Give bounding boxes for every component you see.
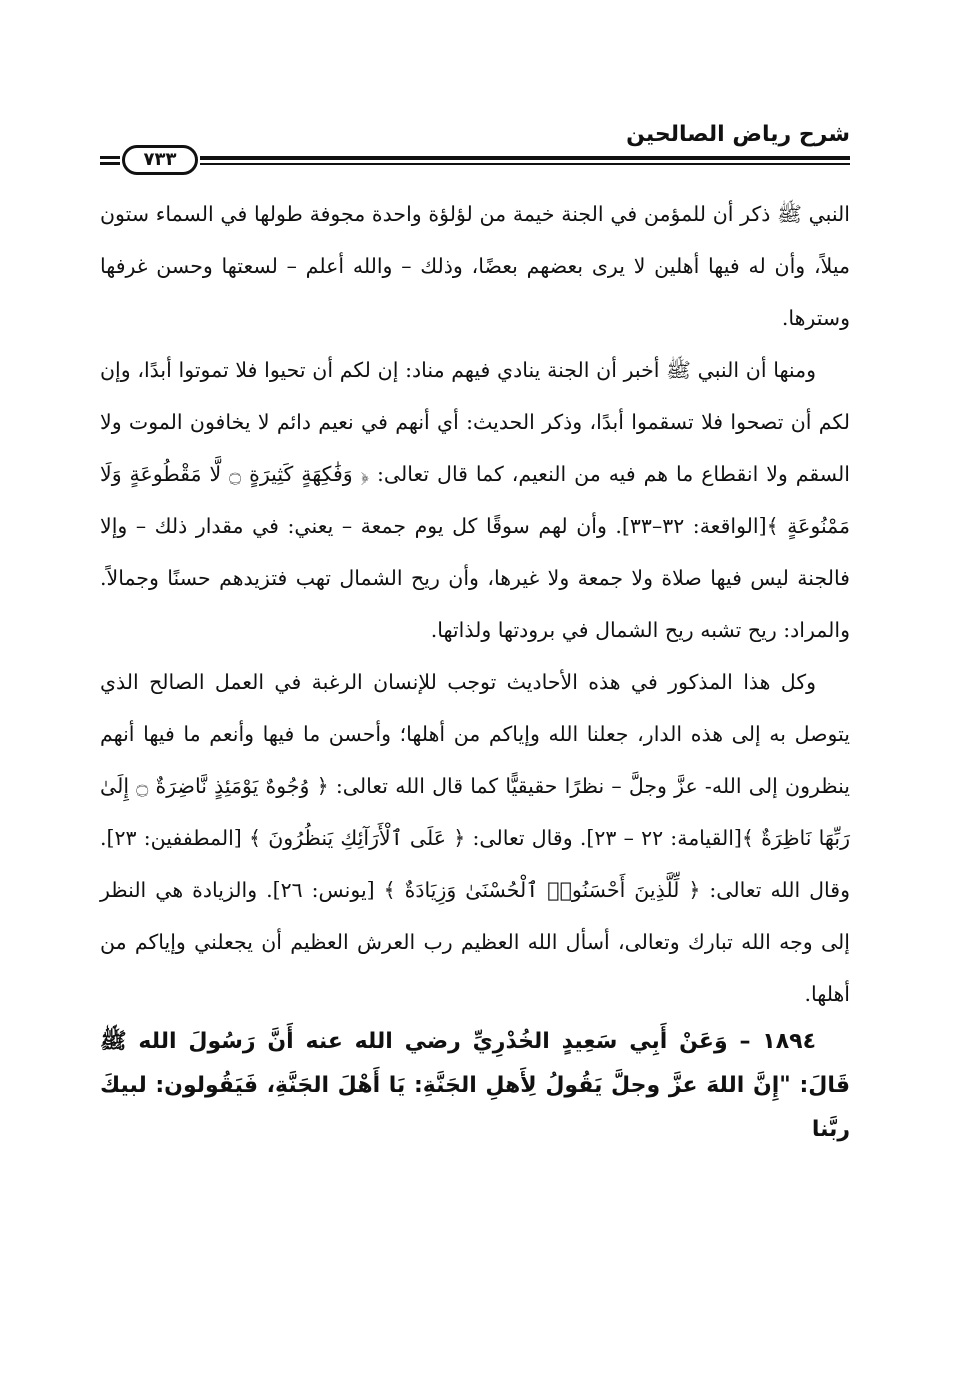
hadith-text: ١٨٩٤ – وَعَنْ أَبِي سَعِيدٍ الخُدْرِيِّ رضي الله عنه أَنَّ رَسُولَ الله ﷺ قَالَ: "إِنَّ اللهَ عزَّ وجلَّ يَقُولُ لِأَهلِ الجَنَّةِ: يَا أَهْلَ الجَنَّةِ، فَيَقُولون: لبيكَ ربَّنا [100,1029,850,1142]
page-content [100,188,850,1152]
page-header [100,120,850,180]
book-title: شرح رياض الصالحين [626,122,850,147]
header-rule-end [100,156,120,165]
paragraph-3: وكل هذا المذكور في هذه الأحاديث توجب للإنسان الرغبة في العمل الصالح الذي يتوصل به إلى هذه الدار، جعلنا الله وإياكم من أهلها؛ وأحسن ما فيها وأنعم ما فيها أنهم ينظرون إلى الله- عزَّ وجلَّ – نظرًا حقيقيًّا كما قال الله تعالى: ﴿ وُجُوهٌ يَوْمَئِذٍ نَّاضِرَةٌ ۝ إِلَىٰ رَبِّهَا نَاظِرَةٌ ﴾[القيامة: ٢٢ – ٢٣]. وقال تعالى: ﴿ عَلَى ٱلْأَرَآئِكِ يَنظُرُونَ ﴾ [المطففين: ٢٣]. وقال الله تعالى: ﴿ لِّلَّذِينَ أَحْسَنُوا۟ ٱلْحُسْنَىٰ وَزِيَادَةٌ ﴾ [يونس: ٢٦]. والزيادة هي النظر إلى وجه الله تبارك وتعالى، أسأل الله العظيم رب العرش العظيم أن يجعلني وإياكم من أهلها. [100,670,850,1006]
page-number: ٧٣٣ [122,145,198,175]
header-rule [200,156,850,165]
paragraph-2: ومنها أن النبي ﷺ أخبر أن الجنة ينادي فيهم مناد: إن لكم أن تحيوا فلا تموتوا أبدًا، وإن لكم أن تصحوا فلا تسقموا أبدًا، وذكر الحديث: أي أنهم في نعيم دائم لا يخافون الموت ولا السقم ولا انقطاع ما هم فيه من النعيم، كما قال تعالى: ﴿ وَفَٰكِهَةٍ كَثِيرَةٍ ۝ لَّا مَقْطُوعَةٍ وَلَا مَمْنُوعَةٍ ﴾[الواقعة: ٣٢–٣٣]. وأن لهم سوقًا كل يوم جمعة – يعني: في مقدار ذلك – وإلا فالجنة ليس فيها صلاة ولا جمعة ولا غيرها، وأن ريح الشمال تهب فتزيدهم حسنًا وجمالاً. والمراد: ريح تشبه ريح الشمال في برودتها ولذاتها. [100,358,850,642]
paragraph-1: النبي ﷺ ذكر أن للمؤمن في الجنة خيمة من لؤلؤة واحدة مجوفة طولها في السماء ستون ميلاً، وأن له فيها أهلين لا يرى بعضهم بعضًا، وذلك – والله أعلم – لسعتها وحسن غرفها وسترها. [100,202,850,330]
